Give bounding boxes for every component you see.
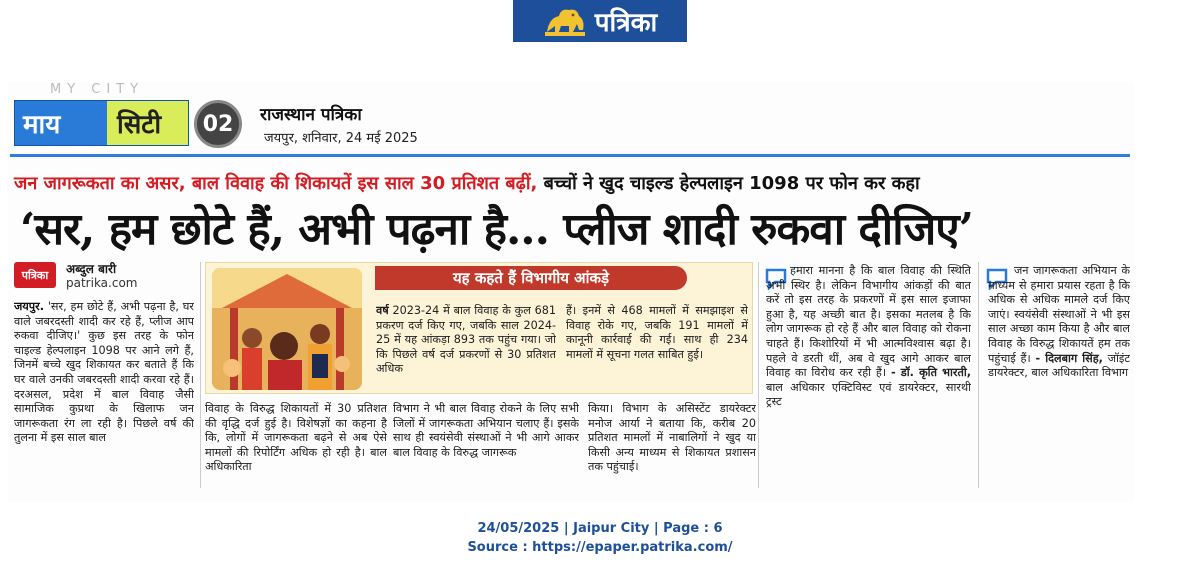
column-1-text: 'सर, हम छोटे हैं, अभी पढ़ना है, घर वाले जबरदस्ती शादी कर रहे हैं, प्लीज आप रुकवा दीजिए।' कुछ इस तरह के फोन चाइल्ड हेल्पलाइन 1098 पर आने लगे हैं, जिनमें बच्चे खुद शिकायत कर बताते हैं कि घर वाले उनकी जबरदस्ती शादी करवा रहे हैं। दरअसल, प्रदेश में बाल विवाह जैसी सामाजिक कुप्रथा के खिलाफ जन जागरूकता रंग ला रही है। पिछले वर्ष की तुलना में इस साल बाल	[14, 300, 194, 445]
stats-box-title: यह कहते हैं विभागीय आंकड़े	[375, 266, 687, 290]
dateline: जयपुर.	[14, 300, 44, 313]
stats-box-column-2: हैं। इनमें से 468 मामलों में समझाइश से विवाह रोके गए, जबकि 191 मामलों में कानूनी कार्रवाई की गई। साथ ही 234 मामलों में सूचना गलत साबित हुई।	[566, 304, 748, 361]
headline: ‘सर, हम छोटे हैं, अभी पढ़ना है... प्लीज शादी रुकवा दीजिए’	[20, 204, 973, 255]
stats-text-1: 2023-24 में बाल विवाह के कुल 681 प्रकरण दर्ज किए गए, जबकि साल 2024-25 में यह आंकड़ा 893 तक पहुंच गया। जो कि पिछले वर्ष दर्ज प्रकरणों से 30 प्रतिशत अधिक	[376, 304, 556, 376]
quote-2-attribution: - दिलबाग सिंह,	[1035, 351, 1103, 365]
quote-1-attribution: - डॉ. कृति भारती,	[890, 366, 971, 380]
column-divider	[758, 262, 759, 488]
quote-1-text: हमारा मानना है कि बाल विवाह की स्थिति अभी स्थिर है। लेकिन विभागीय आंकड़ों की बात करें तो इस तरह के प्रकरणों में इस साल इजाफा हुआ है, यह अच्छी बात है। इसका मतलब है कि लोग जागरूक हो रहे हैं और बाल विवाह को रोकना चाहते हैं। किशोरियों में भी आत्मविश्वास बढ़ा है। पहले वे डरती थीं, अब वे खुद आगे आकर बाल विवाह का विरोध कर रही हैं।	[766, 264, 971, 380]
byline-logo: पत्रिका	[14, 262, 56, 288]
lion-icon	[543, 4, 587, 38]
byline-name: अब्दुल बारी	[66, 262, 117, 276]
logo-text: पत्रिका	[594, 8, 658, 38]
footer-edition-line: 24/05/2025 | Jaipur City | Page : 6	[477, 521, 723, 536]
paper-date: जयपुर, शनिवार, 24 मई 2025	[264, 131, 418, 146]
masthead-part1: माय	[23, 110, 61, 140]
quote-1-role: बाल अधिकार एक्टिविस्ट एवं डायरेक्टर, सारथी ट्रस्ट	[766, 380, 971, 409]
header-rule	[10, 154, 1130, 157]
paper-name: राजस्थान पत्रिका	[260, 105, 362, 125]
column-divider	[978, 262, 979, 488]
masthead-part2: सिटी	[107, 101, 188, 145]
section-overline: MY CITY	[50, 82, 145, 97]
page-number-badge: 02	[194, 100, 242, 148]
quote-block-1	[766, 264, 971, 488]
wedding-photo	[212, 268, 362, 390]
article-column-2: विवाह के विरुद्ध शिकायतों में 30 प्रतिशत की वृद्धि दर्ज हुई है। विशेषज्ञों का कहना है कि, लोगों में जागरूकता बढ़ने से अब ऐसे मामलों की रिपोर्टिंग अधिक हो रही है। बाल अधिकारिता	[205, 402, 387, 474]
article-column-3: विभाग ने भी बाल विवाह रोकने के लिए सभी जिलों में जागरूकता अभियान चलाए हैं। इसके साथ ही स्वयंसेवी संस्थाओं ने भी आगे आकर बाल विवाह के विरुद्ध जागरूक	[393, 402, 579, 459]
article-column-1	[14, 300, 194, 488]
kicker-black: बच्चों ने खुद चाइल्ड हेल्पलाइन 1098 पर फोन कर कहा	[543, 173, 920, 194]
patrika-logo	[513, 0, 687, 42]
kicker-red: जन जागरूकता का असर, बाल विवाह की शिकायतें इस साल 30 प्रतिशत बढ़ीं,	[14, 173, 538, 194]
column-divider	[200, 262, 201, 488]
stats-lead: वर्ष	[376, 304, 389, 317]
kicker	[14, 171, 920, 195]
footer-source-link[interactable]: Source : https://epaper.patrika.com/	[467, 540, 733, 555]
quote-block-2	[988, 264, 1130, 488]
stats-box-column-1	[376, 304, 556, 390]
quote-2-text: जन जागरूकता अभियान के माध्यम से हमारा प्रयास रहता है कि अधिक से अधिक मामले दर्ज किए जाएं। स्वयंसेवी संस्थाओं ने भी इस साल अच्छा काम किया है और बाल विवाह के विरुद्ध शिकायतें हम तक पहुंचाई हैं।	[988, 264, 1130, 365]
article-column-4: किया। विभाग के असिस्टेंट डायरेक्टर मनोज आर्या ने बताया कि, करीब 20 प्रतिशत मामलों में नाबालिगों ने खुद या किसी अन्य माध्यम से शिकायत प्रशासन तक पहुंचाई।	[588, 402, 756, 474]
byline-site: patrika.com	[66, 276, 138, 290]
quote-2-role: जॉइंट डायरेक्टर, बाल अधिकारिता विभाग	[988, 351, 1130, 380]
section-masthead	[14, 100, 189, 146]
